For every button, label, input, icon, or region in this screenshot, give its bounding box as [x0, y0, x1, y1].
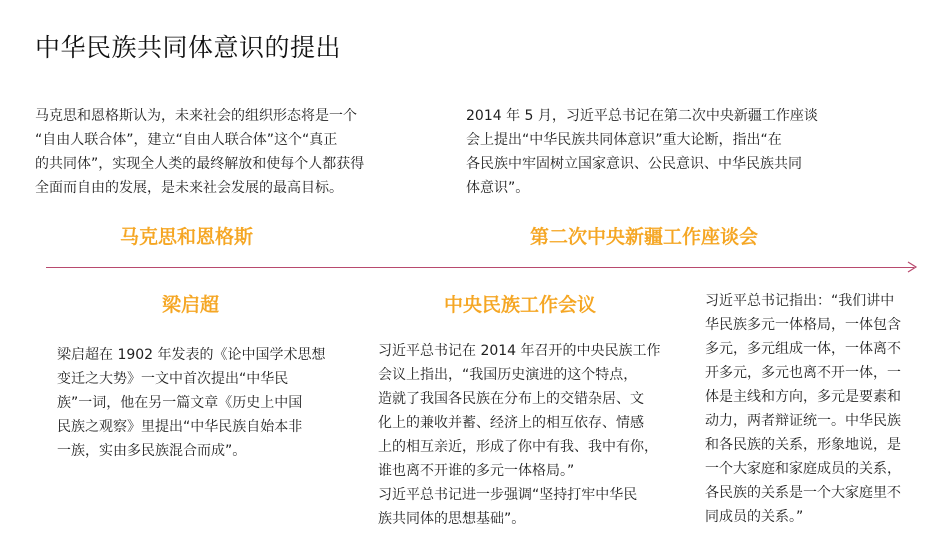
xinjiang-description: [466, 104, 866, 200]
text-line: 族共同体的思想基础”。: [378, 511, 526, 527]
text-line: 的共同体”，实现全人类的最终解放和使每个人都获得: [35, 156, 365, 172]
text-line: 梁启超在 1902 年发表的《论中国学术思想: [57, 347, 326, 363]
heading-xinjiang-forum: 第二次中央新疆工作座谈会: [530, 226, 759, 248]
text-line: 习近平总书记在 2014 年召开的中央民族工作: [378, 343, 661, 359]
text-line: 开多元，多元也离不开一体，一: [705, 365, 901, 381]
text-line: 族”一词，他在另一篇文章《历史上中国: [57, 395, 303, 411]
text-line: 各民族的关系是一个大家庭里不: [705, 485, 901, 501]
text-line: 化上的兼收并蓄、经济上的相互依存、情感: [378, 415, 644, 431]
timeline-line: [46, 267, 914, 268]
text-line: 造就了我国各民族在分布上的交错杂居、文: [378, 391, 644, 407]
text-line: 华民族多元一体格局，一体包含: [705, 317, 901, 333]
text-line: 2014 年 5 月，习近平总书记在第二次中央新疆工作座谈: [466, 108, 818, 124]
text-line: 一族，实由多民族混合而成”。: [57, 443, 247, 459]
text-line: 各民族中牢固树立国家意识、公民意识、中华民族共同: [466, 156, 802, 172]
heading-central-ethnic-conference: 中央民族工作会议: [444, 294, 597, 316]
text-line: 变迁之大势》一文中首次提出“中华民: [57, 371, 289, 387]
marx-description: [35, 104, 435, 200]
text-line: 上的相互亲近，形成了你中有我、我中有你，: [378, 439, 658, 455]
page-title: 中华民族共同体意识的提出: [35, 33, 342, 62]
text-line: 体是主线和方向，多元是要素和: [705, 389, 901, 405]
text-line: 会议上指出，“我国历史演进的这个特点，: [378, 367, 638, 383]
text-line: 谁也离不开谁的多元一体格局。”: [378, 463, 575, 479]
text-line: 全面而自由的发展，是未来社会发展的最高目标。: [35, 180, 343, 196]
text-line: 动力，两者辩证统一。中华民族: [705, 413, 901, 429]
text-line: 习近平总书记指出：“我们讲中: [705, 293, 895, 309]
text-line: 会上提出“中华民族共同体意识”重大论断，指出“在: [466, 132, 782, 148]
text-line: 体意识”。: [466, 180, 530, 196]
text-line: 和各民族的关系，形象地说，是: [705, 437, 901, 453]
timeline-arrowhead-icon: [906, 261, 918, 273]
text-line: “自由人联合体”，建立“自由人联合体”这个“真正: [35, 132, 338, 148]
liang-description: [57, 343, 357, 463]
text-line: 同成员的关系。”: [705, 509, 804, 525]
text-line: 多元，多元组成一体，一体离不: [705, 341, 901, 357]
xi-quote: [705, 289, 935, 529]
ethnic-conference-description: [378, 339, 688, 531]
text-line: 一个大家庭和家庭成员的关系，: [705, 461, 901, 477]
heading-marx-engels: 马克思和恩格斯: [120, 226, 254, 248]
text-line: 民族之观察》里提出“中华民族自始本非: [57, 419, 303, 435]
text-line: 习近平总书记进一步强调“坚持打牢中华民: [378, 487, 638, 503]
text-line: 马克思和恩格斯认为，未来社会的组织形态将是一个: [35, 108, 357, 124]
heading-liang-qichao: 梁启超: [162, 294, 220, 316]
